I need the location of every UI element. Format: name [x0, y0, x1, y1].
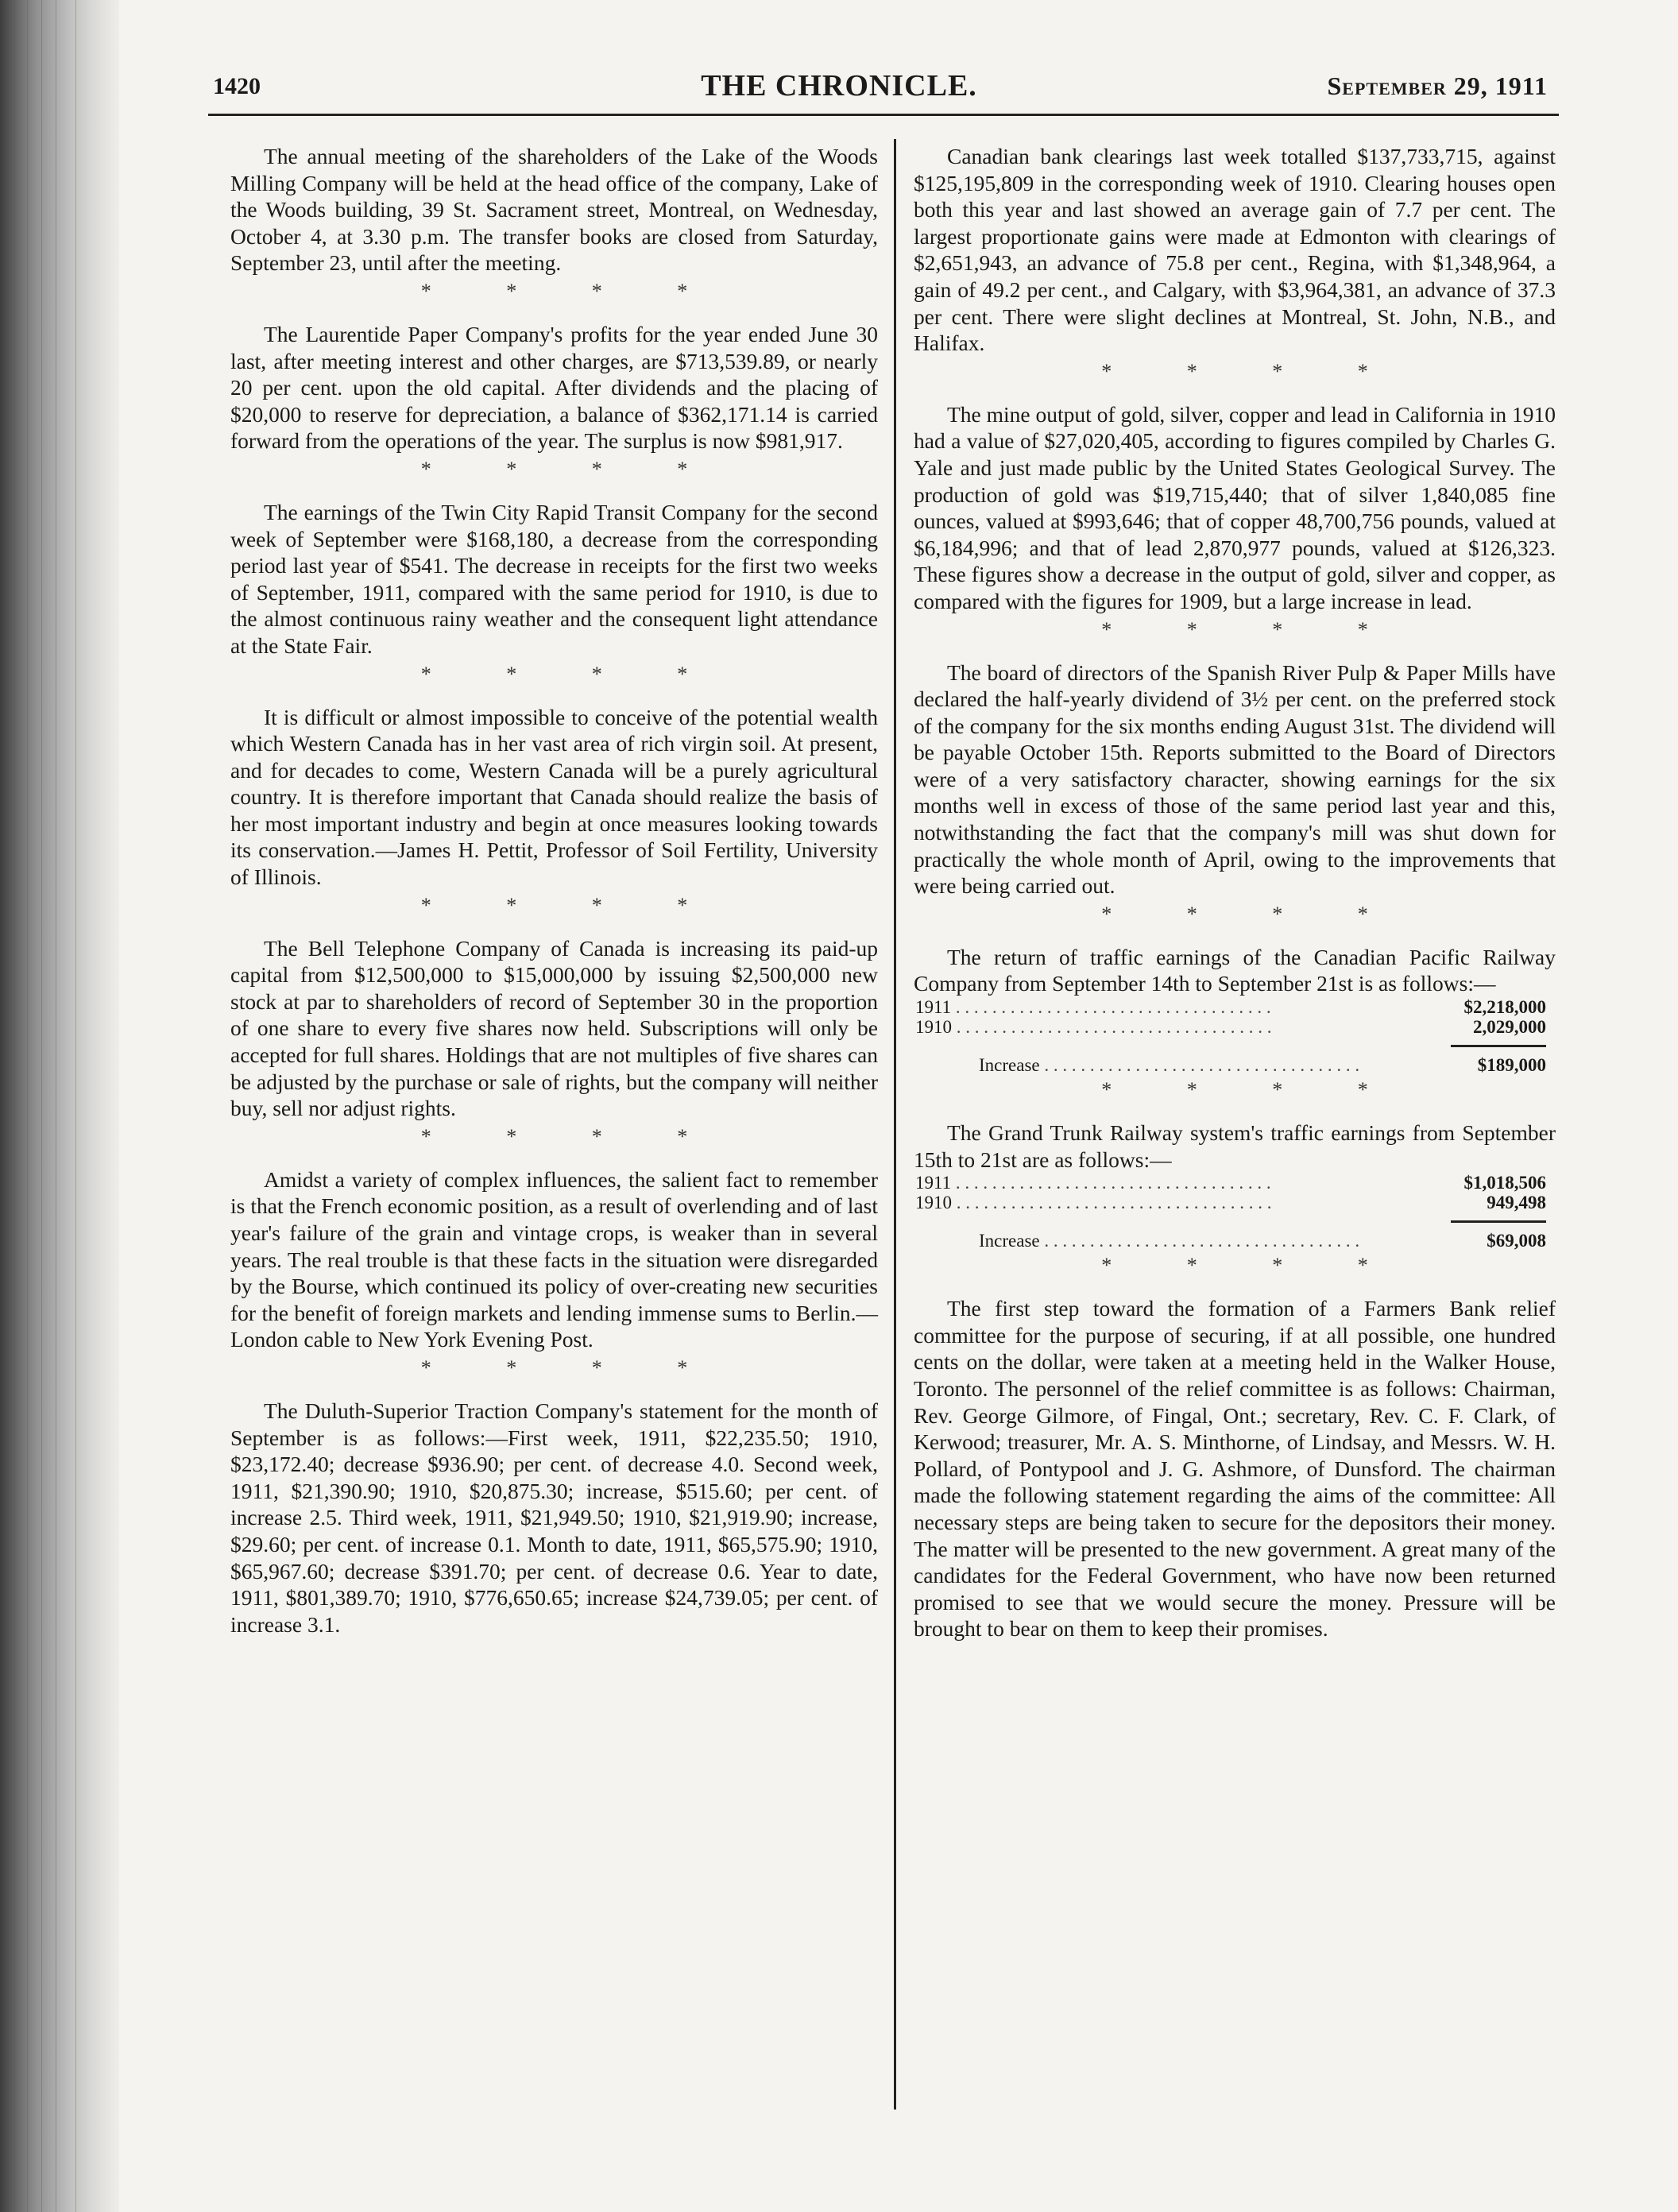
section-separator: * * * *	[1101, 359, 1403, 383]
section-separator: * * * *	[420, 893, 723, 917]
table-total-amount: $189,000	[1477, 1055, 1546, 1076]
article-twin-city-transit: The earnings of the Twin City Rapid Transit Company for the second week of September were $168,180, a decrease from the corresponding period last year of $541. The decrease in receipts for the first two weeks of September, 1911, compared with the same period for 1910, is due to the almost continuous rainy weather and the consequent light attendance at the State Fair.	[230, 499, 878, 658]
section-separator: * * * *	[420, 457, 723, 481]
left-column	[230, 143, 878, 1638]
table-total-label: Increase . . .	[979, 1231, 1480, 1251]
right-column	[914, 143, 1556, 1642]
section-separator: * * * *	[1101, 902, 1403, 926]
table-row	[915, 1173, 1546, 1193]
table-amount: $2,218,000	[1463, 997, 1546, 1018]
article-cpr-earnings: The return of traffic earnings of the Canadian Pacific Railway Company from September 14th to September 21st is as follows:—	[914, 944, 1556, 996]
section-separator: * * * *	[1101, 1254, 1403, 1278]
section-separator: * * * *	[420, 662, 723, 686]
column-divider	[894, 139, 896, 2110]
article-french-economy: Amidst a variety of complex influences, the salient fact to remember is that the French economic position, as a result of overlending and of last year's failure of the grain and vintage crops, is weaker than in several years. The real trouble is that these facts in the situation were disregarded by the Bourse, which continued its policy of over-creating new securities for the benefit of foreign markets and lending immense sums to Berlin.—London cable to New York Evening Post.	[230, 1166, 878, 1352]
table-row	[915, 997, 1546, 1017]
table-total-amount: $69,008	[1487, 1231, 1546, 1251]
table-total-row	[915, 1231, 1546, 1251]
table-amount: $1,018,506	[1463, 1173, 1546, 1193]
table-year: 1910 . . .	[915, 1193, 1480, 1212]
table-total-row	[915, 1055, 1546, 1075]
table-total-label: Increase . . .	[979, 1055, 1471, 1075]
publication-title: THE CHRONICLE.	[701, 69, 977, 102]
section-separator: * * * *	[420, 279, 723, 303]
page-number: 1420	[213, 73, 261, 99]
table-row	[915, 1193, 1546, 1212]
issue-date: September 29, 1911	[1327, 72, 1548, 100]
table-amount: 949,498	[1487, 1193, 1546, 1213]
article-bank-clearings: Canadian bank clearings last week totalled $137,733,715, against $125,195,809 in the corresponding week of 1910. Clearing houses open both this year and last showed an average gain of 7.7 per cent. The largest proportionate gains were made at Edmonton with clearings of $2,651,943, an advance of 75.8 per cent., Regina, with $1,348,964, a gain of 49.2 per cent., and Calgary, with $3,964,381, an advance of 37.3 per cent. There were slight declines at Montreal, St. John, N.B., and Halifax.	[914, 144, 1556, 356]
article-spanish-river: The board of directors of the Spanish River Pulp & Paper Mills have declared the half-yearly dividend of 3½ per cent. on the preferred stock of the company for the six months ending August 31st. The dividend will be payable October 15th. Reports submitted to the Board of Directors were of a very satisfactory character, showing earnings for the six months well in excess of those of the same period last year and this, notwithstanding the fact that the company's mill was shut down for practically the whole month of April, owing to the improvements that were being carried out.	[914, 659, 1556, 899]
section-separator: * * * *	[420, 1124, 723, 1148]
article-bell-telephone: The Bell Telephone Company of Canada is increasing its paid-up capital from $12,500,000 to $15,000,000 by issuing $2,500,000 new stock at par to shareholders of record of September 30 in the proportion of one share to every five shares now held. Subscriptions will only be accepted for full shares. Holdings that are not multiples of five shares can be adjusted by the purchase or sale of rights, but the company will neither buy, sell nor adjust rights.	[230, 935, 878, 1121]
table-sum-rule	[1451, 1220, 1546, 1223]
table-year: 1910 . . .	[915, 1017, 1467, 1037]
table-row	[915, 1017, 1546, 1037]
section-separator: * * * *	[420, 1355, 723, 1379]
header-rule	[208, 114, 1559, 116]
article-lake-of-the-woods: The annual meeting of the shareholders of the Lake of the Woods Milling Company will be held at the head office of the company, Lake of the Woods building, 39 St. Sacrament street, Montreal, on Wednesday, October 4, at 3.30 p.m. The transfer books are closed from Saturday, September 23, until after the meeting.	[230, 144, 878, 276]
article-grand-trunk-earnings: The Grand Trunk Railway system's traffic earnings from September 15th to 21st are as follows:—	[914, 1120, 1556, 1172]
article-laurentide-paper: The Laurentide Paper Company's profits for the year ended June 30 last, after meeting interest and other charges, are $713,539.89, or nearly 20 per cent. upon the old capital. After dividends and the placing of $20,000 to reserve for depreciation, a balance of $362,171.14 is carried forward from the operations of the year. The surplus is now $981,917.	[230, 321, 878, 454]
article-western-canada: It is difficult or almost impossible to conceive of the potential wealth which Western Canada has in her vast area of rich virgin soil. At present, and for decades to come, Western Canada will be a purely agricultural country. It is therefore important that Canada should realize the basis of her most important industry and begin at once measures looking towards its conservation.—James H. Pettit, Professor of Soil Fertility, University of Illinois.	[230, 704, 878, 890]
article-california-mines: The mine output of gold, silver, copper and lead in California in 1910 had a value of $27,020,405, according to figures compiled by Charles G. Yale and just made public by the United States Geological Survey. The production of gold was $19,715,440; that of silver 1,840,085 fine ounces, valued at $993,646; that of copper 48,700,756 pounds, valued at $6,184,996; and that of lead 2,870,977 pounds, valued at $126,323. These figures show a decrease in the output of gold, silver and copper, as compared with the figures for 1909, but a large increase in lead.	[914, 401, 1556, 613]
article-duluth-superior: The Duluth-Superior Traction Company's statement for the month of September is as follows:—First week, 1911, $22,235.50; 1910, $23,172.40; decrease $936.90; per cent. of decrease 4.0. Second week, 1911, $21,390.90; 1910, $20,875.30; increase, $515.60; per cent. of increase 2.5. Third week, 1911, $21,949.50; 1910, $21,919.90; increase, $29.60; per cent. of increase 0.1. Month to date, 1911, $65,575.90; 1910, $65,967.60; decrease $391.70; per cent. of decrease 0.6. Year to date, 1911, $801,389.70; 1910, $776,650.65; increase $24,739.05; per cent. of increase 3.1.	[230, 1398, 878, 1637]
cpr-earnings-table	[915, 997, 1546, 1075]
table-amount: 2,029,000	[1473, 1017, 1546, 1038]
section-separator: * * * *	[1101, 1078, 1403, 1102]
table-year: 1911 . . .	[915, 1173, 1458, 1193]
article-farmers-bank: The first step toward the formation of a Farmers Bank relief committee for the purpose of securing, if at all possible, one hundred cents on the dollar, were taken at a meeting held in the Walker House, Toronto. The personnel of the relief committee is as follows: Chairman, Rev. George Gilmore, of Fingal, Ont.; secretary, Rev. C. F. Clark, of Kerwood; treasurer, Mr. A. S. Minthorne, of Lindsay, and Messrs. W. H. Pollard, of Pontypool and J. G. Ashmore, of Dunsford. The chairman made the following statement regarding the aims of the committee: All necessary steps are being taken to secure for the depositors their money. The matter will be presented to the new government. A great many of the candidates for the Federal Government, who have now been returned promised to see that we would secure the money. Pressure will be brought to bear on them to keep their promises.	[914, 1296, 1556, 1642]
table-year: 1911 . . .	[915, 997, 1458, 1017]
section-separator: * * * *	[1101, 617, 1403, 641]
table-sum-rule	[1451, 1045, 1546, 1047]
gtr-earnings-table	[915, 1173, 1546, 1251]
